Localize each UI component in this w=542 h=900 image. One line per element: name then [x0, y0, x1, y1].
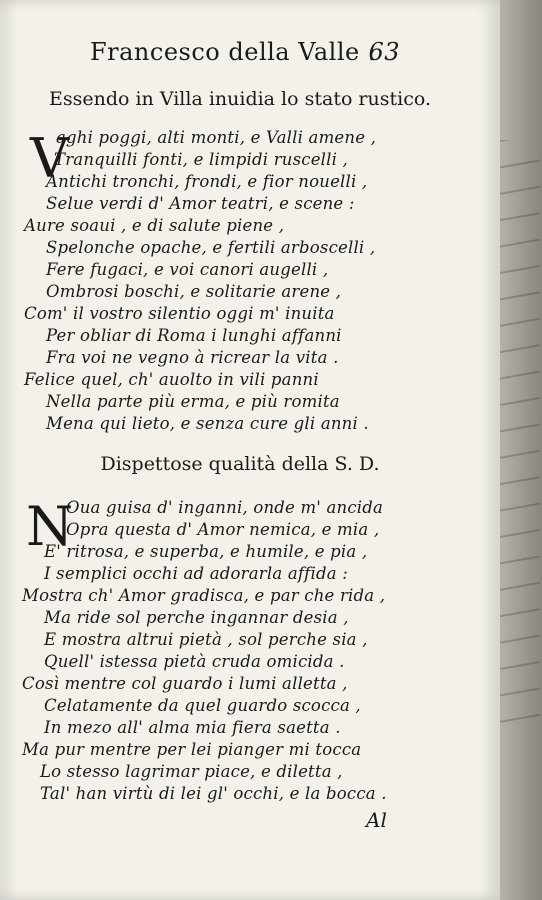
- poem-line: Opra questa d' Amor nemica, e mia ,: [66, 520, 380, 539]
- sonnet-heading: Dispettose qualità della S. D.: [100, 453, 380, 475]
- poem-line: Ombrosi boschi, e solitarie arene ,: [46, 282, 342, 301]
- sonnet-heading: Essendo in Villa inuidia lo stato rustico.: [48, 88, 431, 110]
- page-number: 63: [368, 38, 400, 66]
- poem-line: Quell' istessa pietà cruda omicida .: [44, 652, 345, 671]
- poem-line: Celatamente da quel guardo scocca ,: [44, 696, 361, 715]
- poem-line: Antichi tronchi, frondi, e fior nouelli ,: [46, 172, 368, 191]
- poem-line: Ma pur mentre per lei pianger mi tocca: [22, 740, 362, 759]
- poem-line: Mostra ch' Amor gradisca, e par che rida ,: [22, 586, 386, 605]
- poem-line: Così mentre col guardo i lumi alletta ,: [22, 674, 348, 693]
- poem-line: Per obliar di Roma i lunghi affanni: [46, 326, 342, 345]
- poem-line: Fere fugaci, e voi canori augelli ,: [46, 260, 329, 279]
- poem-line: Com' il vostro silentio oggi m' inuita: [24, 304, 335, 323]
- poem-line: Spelonche opache, e fertili arboscelli ,: [46, 238, 376, 257]
- running-head: [90, 38, 400, 72]
- poem-line: E' ritrosa, e superba, e humile, e pia ,: [44, 542, 368, 561]
- running-head-title: Francesco della Valle .: [90, 38, 376, 66]
- catchword: Al: [366, 808, 387, 832]
- drop-cap: V: [30, 127, 69, 190]
- underlying-handwriting: [500, 140, 540, 740]
- poem-line: I semplici occhi ad adorarla affida :: [44, 564, 348, 583]
- poem-line: Lo stesso lagrimar piace, e diletta ,: [40, 762, 343, 781]
- poem-line: Tranquilli fonti, e limpidi ruscelli ,: [54, 150, 349, 169]
- poem-line: E mostra altrui pietà , sol perche sia ,: [44, 630, 368, 649]
- poem-line: aghi poggi, alti monti, e Valli amene ,: [56, 128, 377, 147]
- poem-line: Aure soaui , e di salute piene ,: [24, 216, 285, 235]
- poem-line: In mezo all' alma mia fiera saetta .: [44, 718, 341, 737]
- poem-line: Nella parte più erma, e più romita: [46, 392, 340, 411]
- poem-line: Mena qui lieto, e senza cure gli anni .: [46, 414, 369, 433]
- poem-line: Oua guisa d' inganni, onde m' ancida: [66, 498, 384, 517]
- poem-line: Felice quel, ch' auolto in vili panni: [24, 370, 319, 389]
- drop-cap: N: [26, 495, 74, 558]
- poem-line: Fra voi ne vegno à ricrear la vita .: [46, 348, 339, 367]
- poem-line: Tal' han virtù di lei gl' occhi, e la bocca .: [40, 784, 387, 803]
- poem-line: Selue verdi d' Amor teatri, e scene :: [46, 194, 355, 213]
- poem-line: Ma ride sol perche ingannar desia ,: [44, 608, 349, 627]
